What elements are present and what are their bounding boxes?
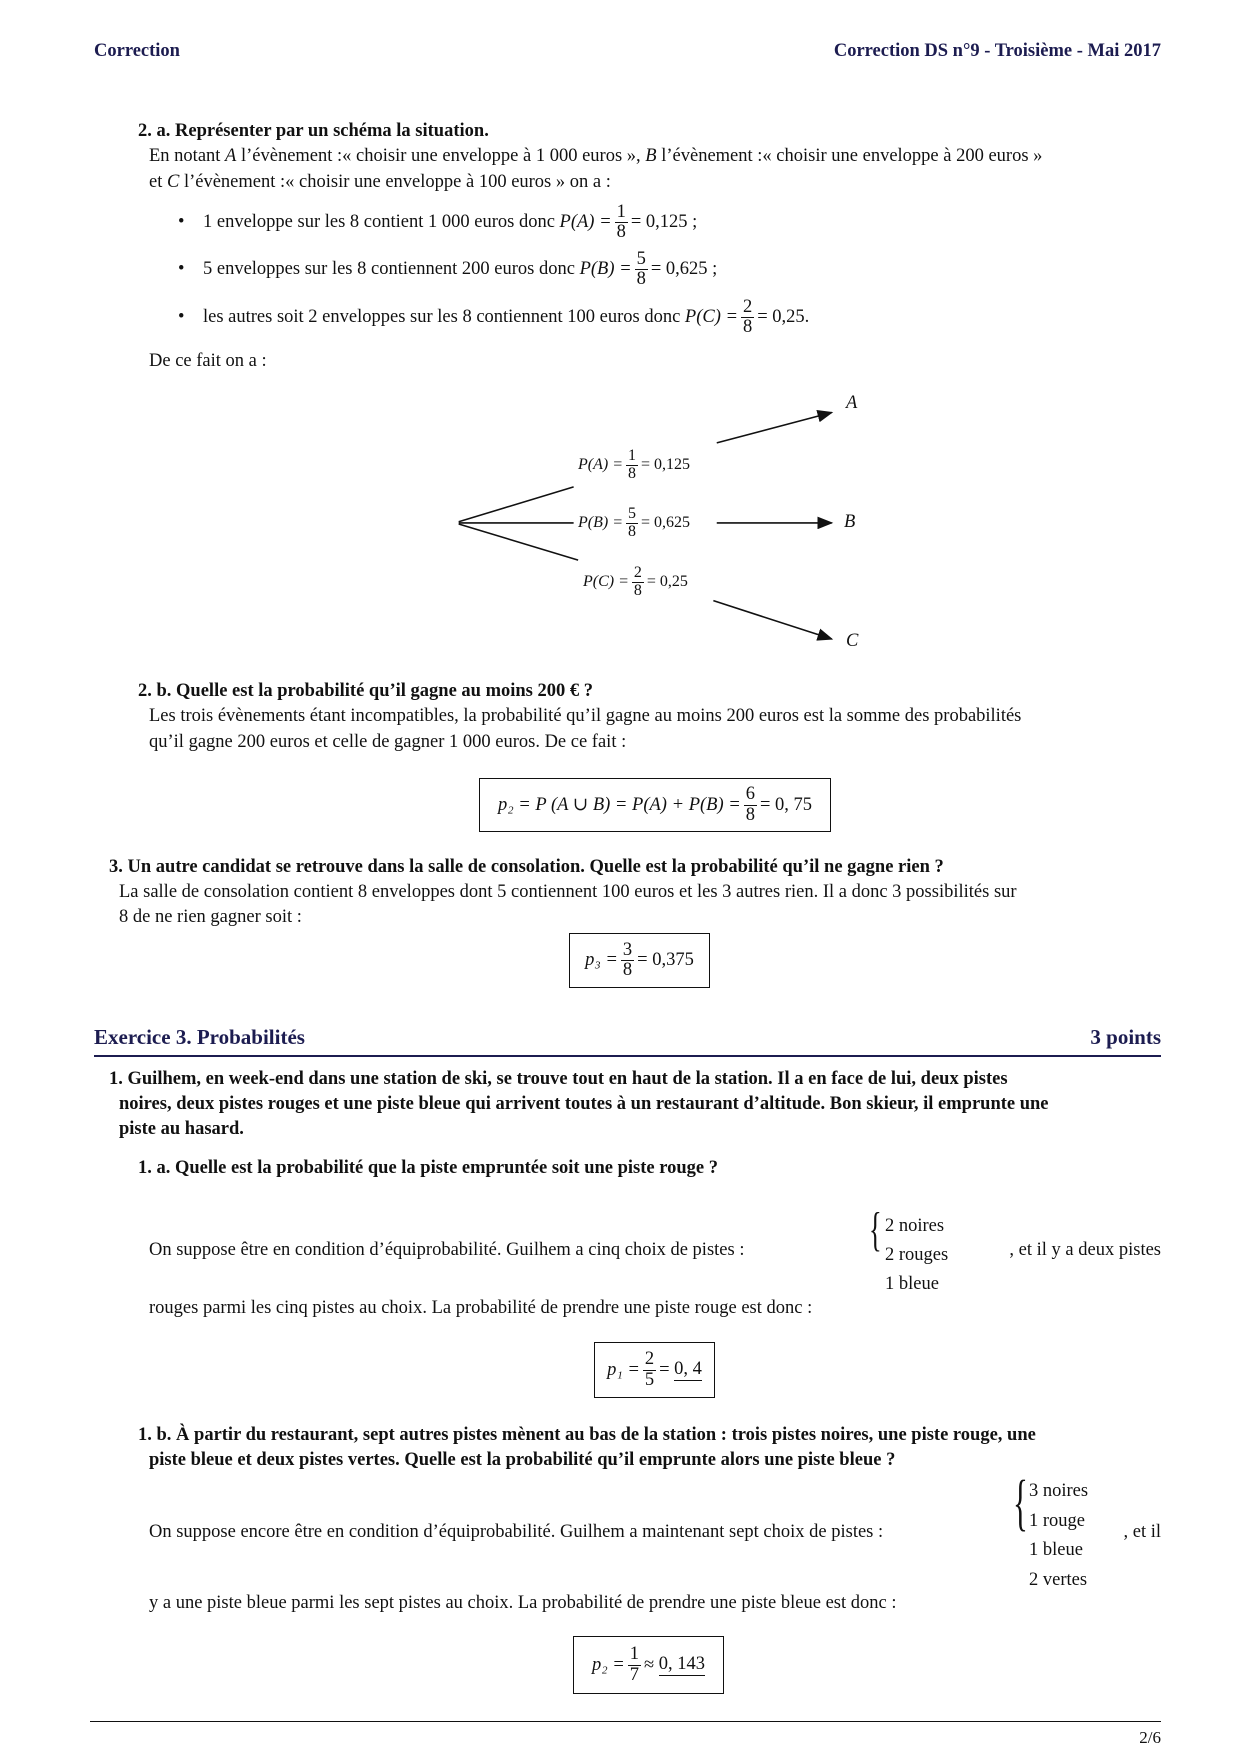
q2a-intro-1: En notant A l’évènement :« choisir une enveloppe à 1 000 euros », B l’évènement :« choisir une enveloppe à 200 euros » [149,146,1043,166]
q2b-text: Les trois évènements étant incompatibles, la probabilité qu’il gagne au moins 200 euros est la somme des probabilités [149,706,1022,726]
header-left: Correction [94,41,180,61]
left-brace: { [1013,1469,1028,1537]
bullet-item: • 5 enveloppes sur les 8 contiennent 200 euros donc P(B) = $\frac{5}{8}$ = 0,625 ; [178,249,718,290]
bullet-item: • les autres soit 2 enveloppes sur les 8 contiennent 100 euros donc P(C) = $\frac{2}{8}$ = 0,25. [178,297,810,338]
exercise-divider [94,1055,1161,1057]
q2a-intro-2: et C l’évènement :« choisir une enveloppe à 100 euros » on a : [149,172,611,192]
q2a-conclusion: De ce fait on a : [149,351,267,371]
q1b-choices: 3 noires 1 rouge 1 bleue 2 vertes [1029,1481,1089,1590]
q2b-result-box: p₂ = P (A ∪ B) = P(A) + P(B) = $\frac{6}{8}$ = 0, 75 [479,778,831,832]
q1b-text: , et il [1123,1522,1161,1542]
q3-heading: 3. Un autre candidat se retrouve dans la salle de consolation. Quelle est la probabilité qu’il ne gagne rien ? [109,857,944,877]
tree-branch [459,524,578,560]
header-right: Correction DS n°9 - Troisième - Mai 2017 [833,41,1161,61]
q2b-text: qu’il gagne 200 euros et celle de gagner 1 000 euros. De ce fait : [149,732,627,752]
q3-text: La salle de consolation contient 8 enveloppes dont 5 contiennent 100 euros et les 3 autres rien. Il a donc 3 possibilités sur [119,882,1017,902]
exercise-title: Exercice 3. Probabilités [94,1025,305,1049]
q2b-heading: 2. b. Quelle est la probabilité qu’il gagne au moins 200 € ? [138,681,594,701]
q1-heading: piste au hasard. [119,1119,244,1139]
tree-arrow [717,412,832,442]
q2a-heading: 2. a. Représenter par un schéma la situation. [138,121,489,141]
tree-label-b: P(B) = $\frac{5}{8}$ = 0,625 [578,505,691,540]
tree-arrow [713,601,831,639]
bullet-item: • 1 enveloppe sur les 8 contient 1 000 euros donc P(A) = $\frac{1}{8}$ = 0,125 ; [178,202,698,243]
q1b-heading: piste bleue et deux pistes vertes. Quelle est la probabilité qu’il emprunte alors une piste bleue ? [149,1450,896,1470]
q1a-text: , et il y a deux pistes [1009,1240,1161,1260]
footer-divider [90,1721,1161,1722]
q1b-result-box: p₂ = $\frac{1}{7}$ ≈ 0, 143 [573,1636,724,1694]
tree-branch [459,487,574,522]
q1a-heading: 1. a. Quelle est la probabilité que la piste empruntée soit une piste rouge ? [138,1158,719,1178]
q1b-text: y a une piste bleue parmi les sept pistes au choix. La probabilité de prendre une piste bleue est donc : [149,1593,897,1613]
page-number: 2/6 [1139,1728,1161,1747]
q1b-text: On suppose encore être en condition d’équiprobabilité. Guilhem a maintenant sept choix de pistes : [149,1522,884,1542]
exercise-points: 3 points [1090,1025,1161,1049]
q3-text: 8 de ne rien gagner soit : [119,907,302,927]
q1b-heading: 1. b. À partir du restaurant, sept autres pistes mènent au bas de la station : trois pistes noires, une piste rouge, une [138,1425,1036,1445]
tree-leaf-c: C [846,631,859,651]
q1a-text: rouges parmi les cinq pistes au choix. La probabilité de prendre une piste rouge est donc : [149,1298,813,1318]
q1a-choices: 2 noires 2 rouges 1 bleue [885,1216,949,1294]
tree-leaf-a: A [846,393,858,413]
tree-label-a: P(A) = $\frac{1}{8}$ = 0,125 [578,447,691,482]
tree-label-c: P(C) = $\frac{2}{8}$ = 0,25 [583,564,688,599]
q1-heading: noires, deux pistes rouges et une piste bleue qui arrivent toutes à un restaurant d’altitude. Bon skieur, il emprunte une [119,1094,1049,1114]
q1-heading: 1. Guilhem, en week-end dans une station de ski, se trouve tout en haut de la station. Il a en face de lui, deux pistes [109,1069,1008,1089]
q1a-result-box: p₁ = $\frac{2}{5}$ = 0, 4 [594,1342,715,1398]
q3-result-box: p₃ = $\frac{3}{8}$ = 0,375 [569,933,710,988]
q1a-text: On suppose être en condition d’équiprobabilité. Guilhem a cinq choix de pistes : [149,1240,745,1260]
left-brace: { [869,1203,882,1256]
tree-leaf-b: B [844,512,856,532]
